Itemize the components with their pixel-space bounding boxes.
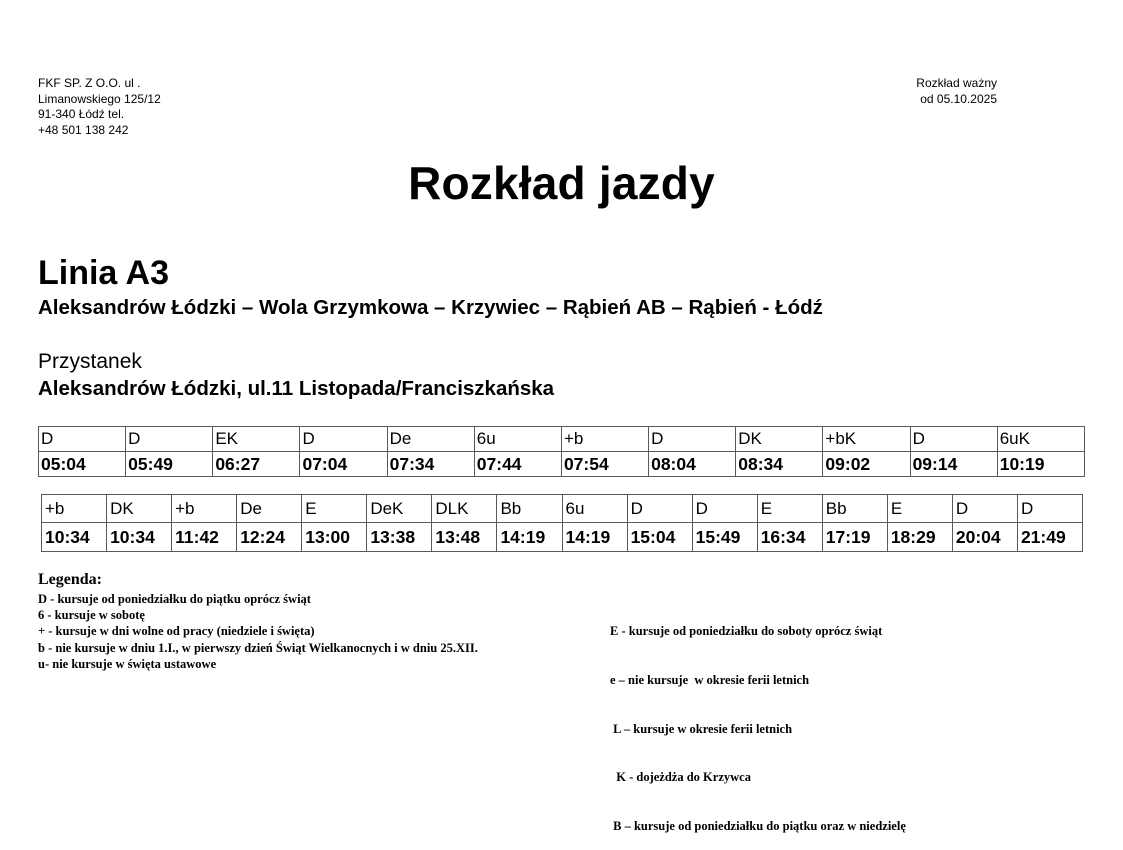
departure-time-cell: 15:04	[627, 523, 692, 552]
legend-item: u- nie kursuje w święta ustawowe	[38, 656, 217, 671]
timetable-codes-row	[39, 427, 1085, 452]
departure-time-cell: 12:24	[237, 523, 302, 552]
departure-code-cell: +b	[42, 495, 107, 523]
departure-code-cell: D	[627, 495, 692, 523]
departure-code-cell: DeK	[367, 495, 432, 523]
departure-code-cell: D	[39, 427, 126, 452]
departure-time-cell: 14:19	[562, 523, 627, 552]
departure-code-cell: D	[910, 427, 997, 452]
company-line: 91-340 Łódź tel.	[38, 107, 125, 121]
departure-time-cell: 09:02	[823, 452, 910, 477]
departure-code-cell: +b	[561, 427, 648, 452]
departure-code-cell: D	[649, 427, 736, 452]
legend-item: e – nie kursuje w okresie ferii letnich	[610, 673, 810, 688]
departure-code-cell: D	[952, 495, 1017, 523]
legend-item: B – kursuje od poniedziałku do piątku oraz w niedzielę	[610, 818, 906, 833]
departure-code-cell: DK	[107, 495, 172, 523]
departure-time-cell: 10:34	[42, 523, 107, 552]
legend-item: E - kursuje od poniedziałku do soboty oprócz świąt	[610, 624, 883, 639]
company-info	[38, 76, 161, 138]
departure-time-cell: 06:27	[213, 452, 300, 477]
departure-code-cell: De	[237, 495, 302, 523]
departure-time-cell: 07:54	[561, 452, 648, 477]
departure-code-cell: D	[692, 495, 757, 523]
departure-code-cell: Bb	[822, 495, 887, 523]
line-name: Linia A3	[38, 254, 169, 292]
departure-time-cell: 09:14	[910, 452, 997, 477]
legend-item: 6 - kursuje w sobotę	[38, 608, 145, 623]
departure-time-cell: 13:00	[302, 523, 367, 552]
legend-item: L – kursuje w okresie ferii letnich	[610, 721, 793, 736]
timetable-part-1	[38, 426, 1085, 477]
departure-code-cell: E	[757, 495, 822, 523]
departure-code-cell: E	[302, 495, 367, 523]
route-description: Aleksandrów Łódzki – Wola Grzymkowa – Krzywiec – Rąbień AB – Rąbień - Łódź	[38, 296, 823, 319]
stop-label: Przystanek	[38, 350, 142, 373]
departure-time-cell: 13:48	[432, 523, 497, 552]
company-line: FKF SP. Z O.O. ul .	[38, 76, 141, 90]
legend-left-column	[38, 591, 478, 672]
page-title: Rozkład jazdy	[408, 157, 715, 209]
legend-title: Legenda:	[38, 571, 102, 588]
departure-time-cell: 13:38	[367, 523, 432, 552]
departure-time-cell: 15:49	[692, 523, 757, 552]
legend-item: + - kursuje w dni wolne od pracy (niedziele i święta)	[38, 624, 315, 639]
departure-code-cell: 6uK	[997, 427, 1084, 452]
legend-item: D - kursuje od poniedziałku do piątku oprócz świąt	[38, 592, 311, 606]
departure-code-cell: D	[300, 427, 387, 452]
departure-time-cell: 10:34	[107, 523, 172, 552]
departure-time-cell: 10:19	[997, 452, 1084, 477]
validity-info	[880, 76, 997, 107]
legend-item: K - dojeżdża do Krzywca	[610, 770, 751, 785]
departure-time-cell: 07:44	[474, 452, 561, 477]
validity-line: Rozkład ważny	[916, 76, 997, 90]
departure-time-cell: 08:34	[736, 452, 823, 477]
departure-code-cell: D	[1017, 495, 1082, 523]
departure-time-cell: 11:42	[172, 523, 237, 552]
departure-time-cell: 14:19	[497, 523, 562, 552]
departure-time-cell: 05:49	[126, 452, 213, 477]
timetable-part-2	[41, 494, 1083, 552]
departure-code-cell: Bb	[497, 495, 562, 523]
company-line: +48 501 138 242	[38, 122, 129, 137]
departure-time-cell: 05:04	[39, 452, 126, 477]
departure-time-cell: 20:04	[952, 523, 1017, 552]
departure-code-cell: 6u	[474, 427, 561, 452]
departure-code-cell: DK	[736, 427, 823, 452]
legend-item: b - nie kursuje w dniu 1.I., w pierwszy dzień Świąt Wielkanocnych i w dniu 25.XII.	[38, 640, 478, 655]
departure-code-cell: EK	[213, 427, 300, 452]
departure-time-cell: 17:19	[822, 523, 887, 552]
company-line: Limanowskiego 125/12	[38, 91, 161, 106]
validity-line: od 05.10.2025	[920, 91, 997, 106]
timetable-times-row	[39, 452, 1085, 477]
departure-time-cell: 07:04	[300, 452, 387, 477]
departure-code-cell: De	[387, 427, 474, 452]
departure-code-cell: D	[126, 427, 213, 452]
timetable-times-row	[42, 523, 1083, 552]
departure-code-cell: 6u	[562, 495, 627, 523]
departure-time-cell: 16:34	[757, 523, 822, 552]
departure-code-cell: +b	[172, 495, 237, 523]
departure-time-cell: 21:49	[1017, 523, 1082, 552]
legend-right-column	[610, 591, 906, 850]
departure-code-cell: E	[887, 495, 952, 523]
departure-code-cell: DLK	[432, 495, 497, 523]
departure-code-cell: +bK	[823, 427, 910, 452]
departure-time-cell: 18:29	[887, 523, 952, 552]
stop-name: Aleksandrów Łódzki, ul.11 Listopada/Franciszkańska	[38, 377, 555, 400]
departure-time-cell: 08:04	[649, 452, 736, 477]
timetable-codes-row	[42, 495, 1083, 523]
departure-time-cell: 07:34	[387, 452, 474, 477]
